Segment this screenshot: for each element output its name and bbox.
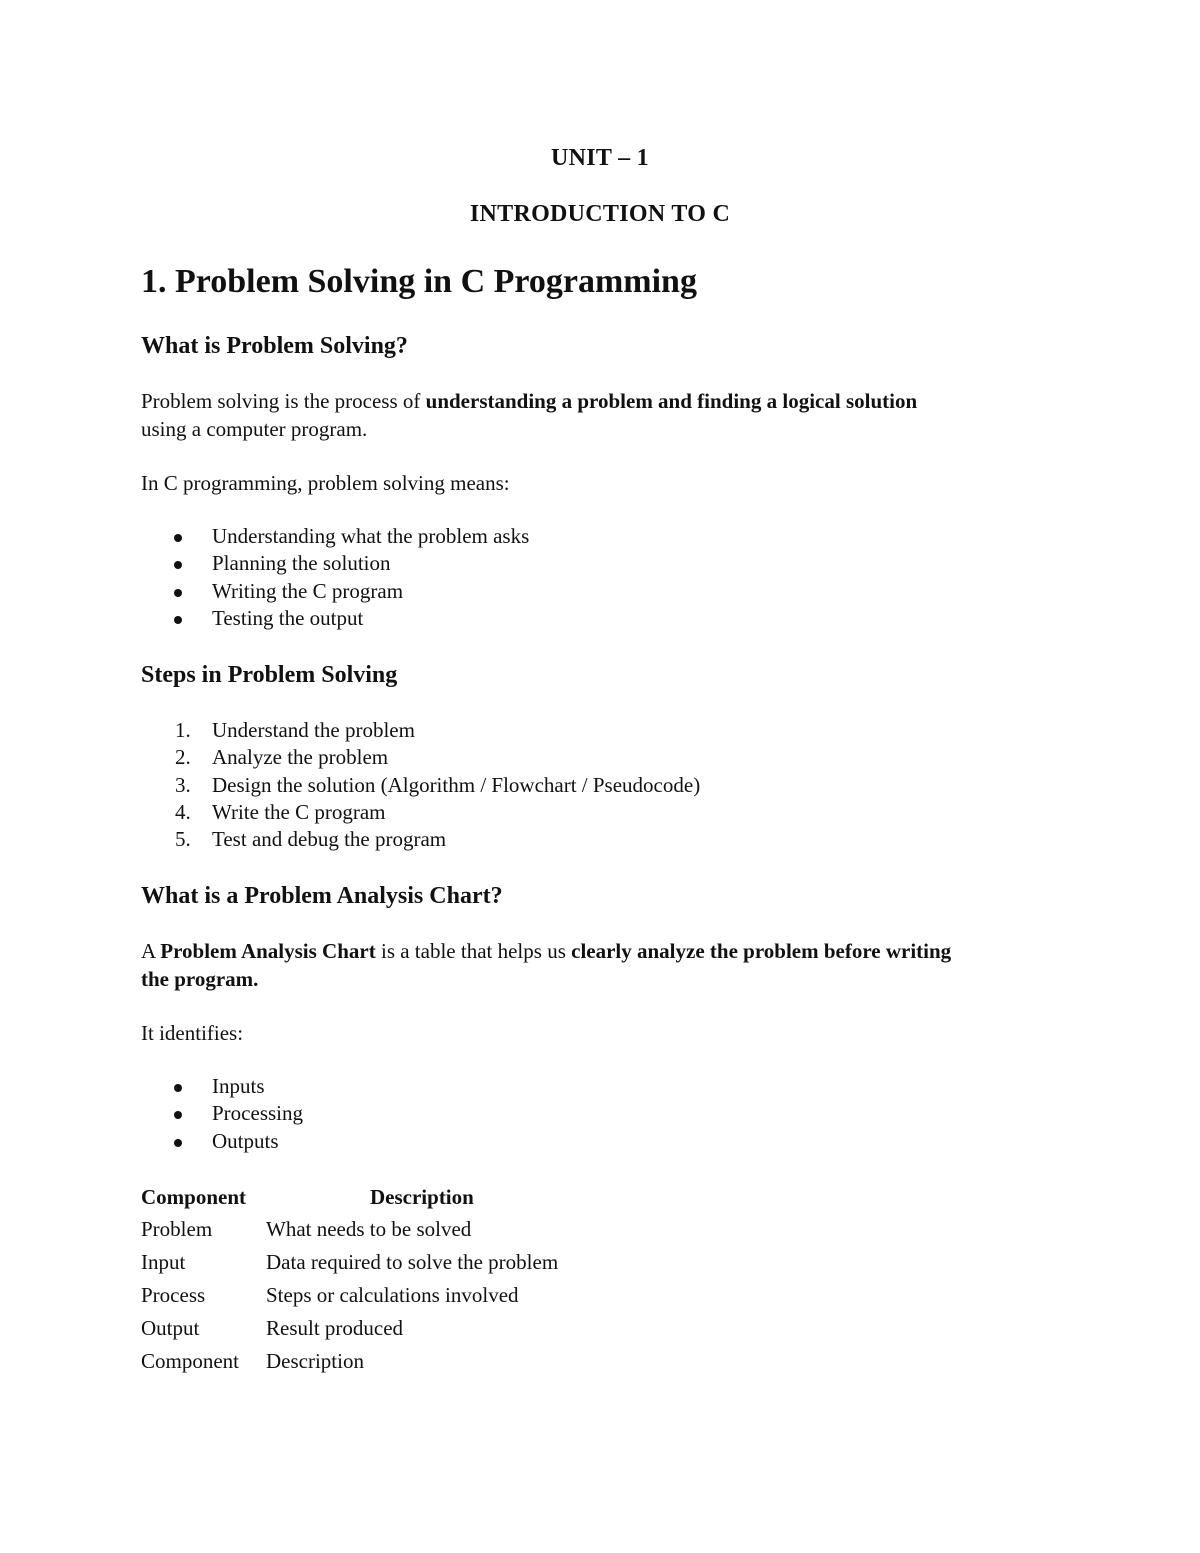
bullet-icon <box>174 589 182 597</box>
table-row: Input Data required to solve the problem <box>141 1250 559 1274</box>
section-heading: 1. Problem Solving in C Programming <box>141 263 697 300</box>
bullet-icon <box>174 534 182 542</box>
identifies-text: It identifies: <box>141 1021 244 1045</box>
problem-solving-means: In C programming, problem solving means: <box>141 471 510 495</box>
chart-paragraph: A Problem Analysis Chart is a table that helps us clearly analyze the problem before writing the program. <box>141 939 952 991</box>
bullet-icon <box>174 561 182 569</box>
steps-heading: Steps in Problem Solving <box>141 662 398 688</box>
problem-analysis-table <box>141 1185 558 1382</box>
bullet-icon <box>174 1084 182 1092</box>
table-header-row <box>141 1185 558 1217</box>
definition-text-a: Problem solving is the process of <box>141 389 426 413</box>
bullet-icon <box>174 616 182 624</box>
chart-heading: What is a Problem Analysis Chart? <box>141 883 503 909</box>
definition-text-bold: understanding a problem and finding a logical solution <box>425 389 918 413</box>
bullet-icon <box>174 1139 182 1147</box>
unit-title: UNIT – 1 <box>551 145 649 171</box>
definition-paragraph <box>141 387 917 443</box>
table-row: Problem What needs to be solved <box>141 1217 472 1241</box>
column-header-description: Description <box>370 1185 474 1209</box>
table-row: Process Steps or calculations involved <box>141 1283 519 1307</box>
column-header-component: Component <box>141 1185 247 1209</box>
what-is-heading: What is Problem Solving? <box>141 333 408 359</box>
intro-title: INTRODUCTION TO C <box>469 201 731 227</box>
bullet-icon <box>174 1111 182 1119</box>
table-row: Output Result produced <box>141 1316 404 1340</box>
table-row: Component Description <box>141 1349 364 1373</box>
document-page: UNIT – 1 INTRODUCTION TO C 1. Problem Solving in C Programming What is Problem Solving? Problem solving is the process of understanding a problem and finding a logical solution using a computer program. In C programming, problem solving means: Understanding what the problem asks Planning the solution Writing the C program Testing the output Steps in Problem Solving 1. Understand the problem 2. Analyze the problem 3. Design the solution (Algorithm / Flowchart / Pseudocode) 4. Write the C program 5. Test and debug the program What is a Problem Analysis Chart? A Problem Analysis Chart is a table that helps us clearly analyze the problem before writing the program. It identifies: Inputs Processing Outputs Component Description Problem What needs to be solved Input Data required to solve the problem Process Steps or calculations involved Output Result produced Component Description <box>0 0 1200 1553</box>
chart-term: Problem Analysis Chart <box>160 939 376 963</box>
definition-text-b: using a computer program. <box>141 417 368 441</box>
